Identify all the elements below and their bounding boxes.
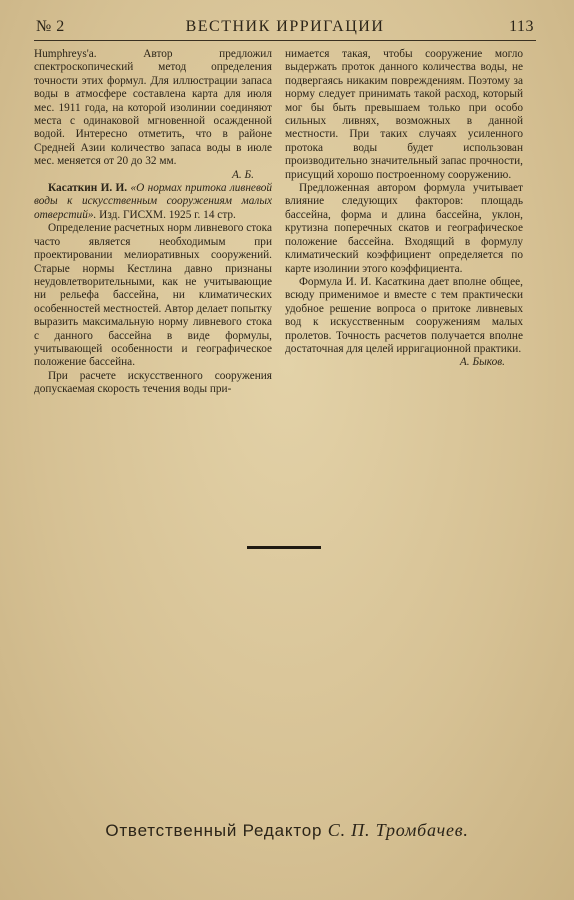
paragraph: Humphreys'а. Автор предложил спектроскопический метод определения точности этих формул. Для иллюстрации запаса воды в атмосфере составлена карта для июля мес. 1911 года, на которой изолинии соединяют места с одинаковой мгновенной осажденной водой. Интересно отметить, что в районе Средней Азии количество запаса воды в июле мес. меняется от 20 до 32 мм. — [34, 48, 272, 168]
section-separator — [247, 546, 321, 549]
signature: А. Б. — [231, 168, 254, 181]
paragraph: Определение расчетных норм ливневого стока часто является необходимым при проектировании мелиоративных сооружений. Старые нормы Кестлина давно признаны неудовлетворительными, как не учитывающие ни рельефа бассейна, ни климатических особенностей местностей. Автор делает попытку выразить максимальную норму ливневого стока с данного бассейна в виде формулы, учитывающей особенности и географическое положение бассейна. — [34, 222, 272, 369]
paragraph: нимается такая, чтобы сооружение могло выдержать проток данного количества воды, не подвергаясь никаким повреждениям. Поэтому за норму следует принимать такой расход, который мог бы быть превышаем только при особо сильных ливнях, возможных в данной местности. При таких случаях усиленного протока воды будет использован производительно значительный запас прочности, присущий хорошо построенному сооружению. — [285, 48, 523, 181]
journal-title: ВЕСТНИК ИРРИГАЦИИ — [185, 18, 385, 35]
issue-number: № 2 — [36, 18, 65, 35]
editor-label: Ответственный Редактор — [105, 821, 323, 840]
editor-line — [0, 820, 574, 841]
header-rule — [34, 40, 536, 41]
bleed-through-text — [60, 395, 514, 535]
review-title: «О нормах притока ливневой воды к искусственным сооружениям малых отверстий». — [34, 182, 272, 221]
signature: А. Быков. — [459, 356, 505, 369]
review-citation — [34, 182, 272, 222]
editor-name: С. П. Тромбачев. — [327, 820, 469, 840]
paragraph: Формула И. И. Касаткина дает вполне общее, всюду применимое и вместе с тем практически удобное решение вопроса о притоке ливневых вод к искусственным сооружениям малых пролетов. Точность расчетов получается вполне достаточная для целей ирригационной практики. — [285, 275, 523, 355]
page-number: 113 — [509, 18, 534, 35]
paragraph: Предложенная автором формула учитывает влияние следующих факторов: площадь бассейна, форма и длина бассейна, уклон, крутизна поперечных скатов и географическое положение бассейна. Входящий в формулу климатический коэффициент определяется по карте изолинии этого коэффициента. — [285, 182, 523, 275]
review-publication: Изд. ГИСХМ. 1925 г. 14 стр. — [99, 208, 236, 221]
right-column — [285, 48, 523, 370]
paragraph: При расчете искусственного сооружения допускаемая скорость течения воды при- — [34, 369, 272, 396]
bleed-through-text — [60, 575, 514, 755]
review-author: Касаткин И. И. — [48, 182, 128, 195]
left-column — [34, 48, 272, 397]
running-header — [36, 16, 534, 42]
